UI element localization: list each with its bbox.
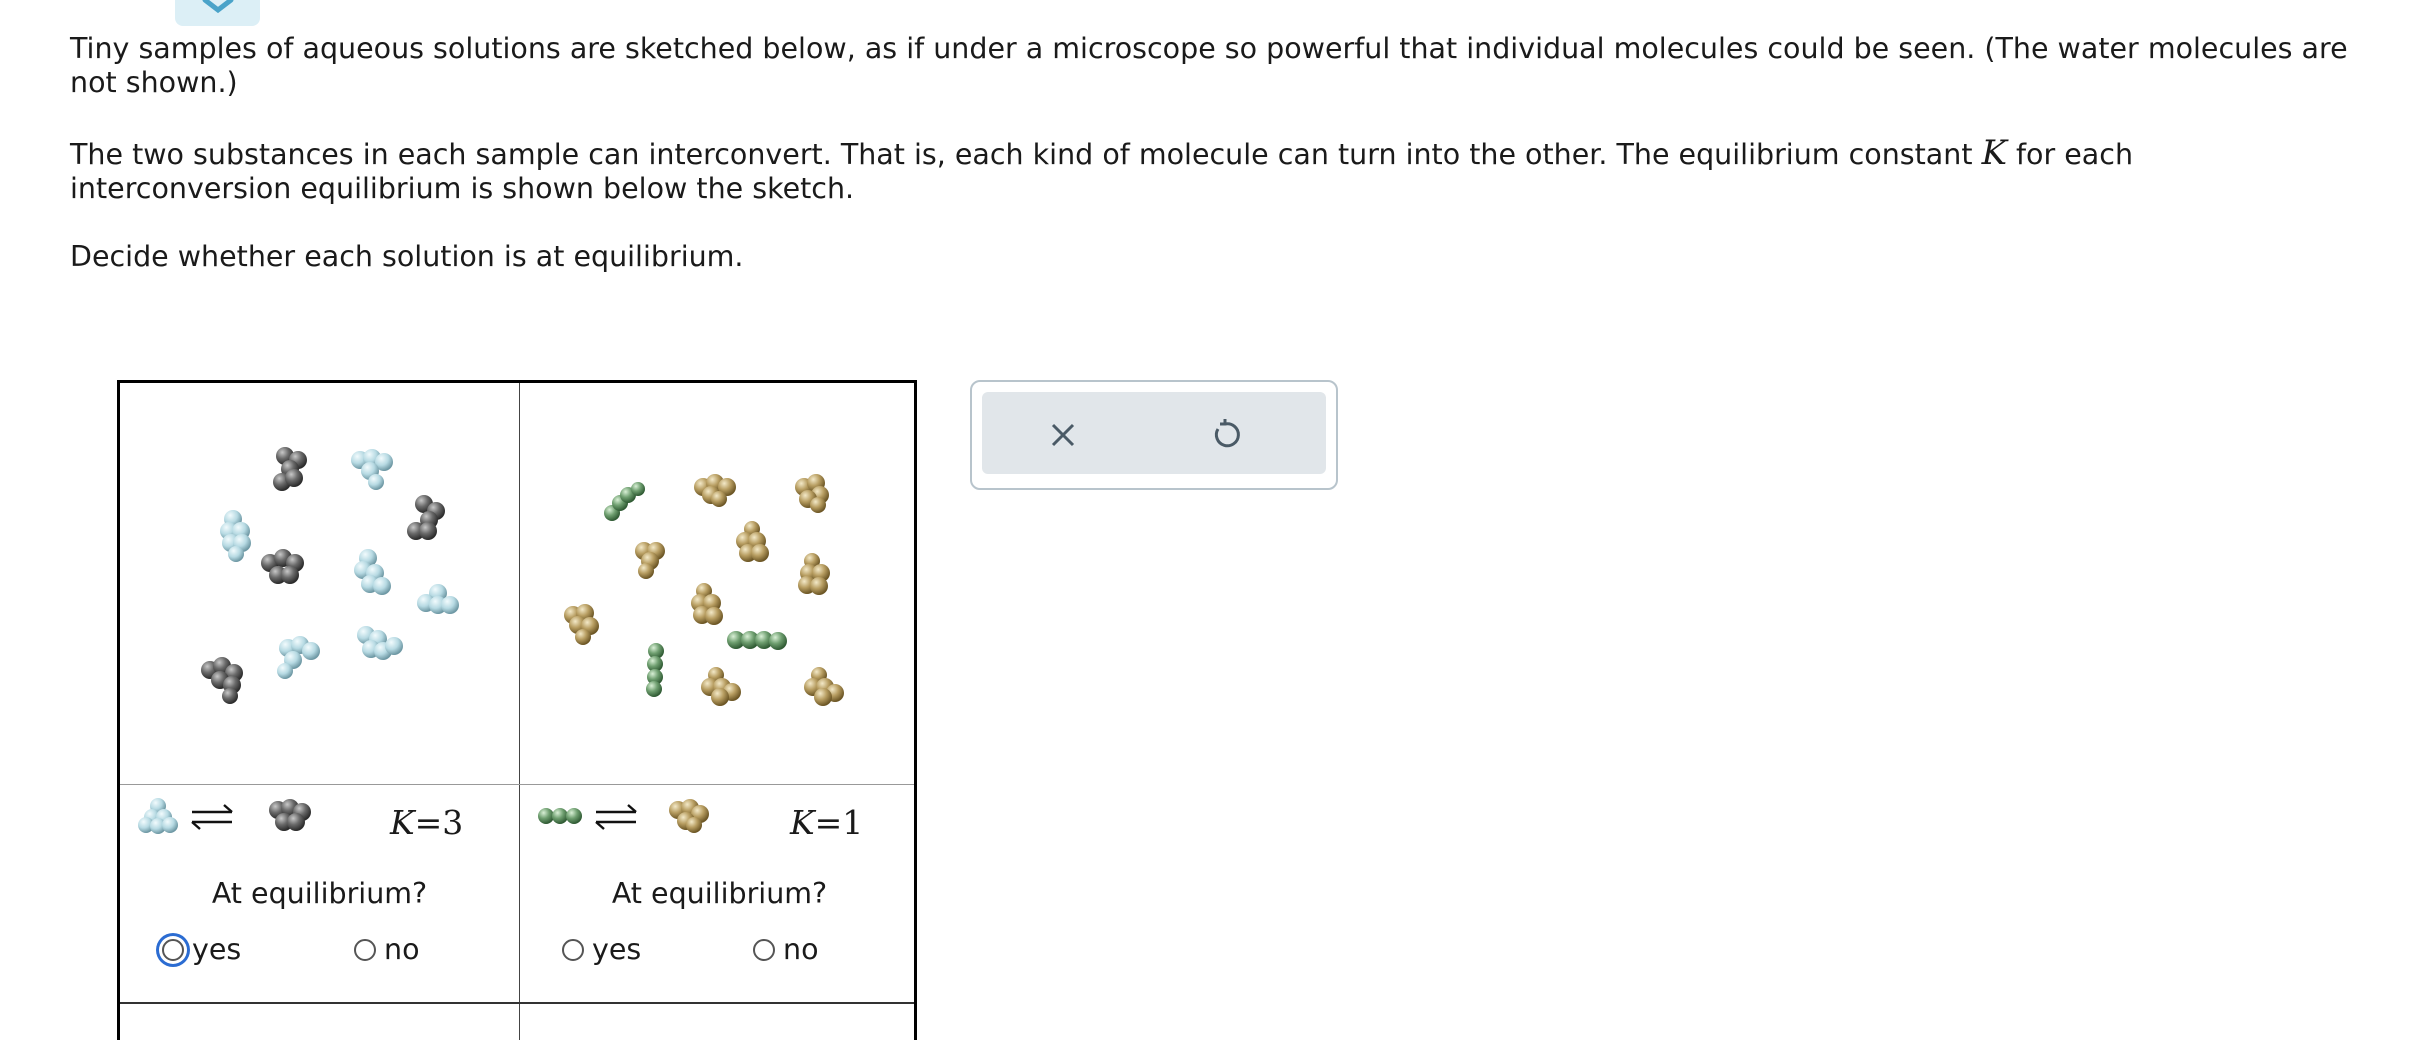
dark-molecule — [273, 447, 307, 491]
equilibrium-equation-2 — [520, 788, 919, 888]
tan-molecule — [691, 583, 723, 625]
molecule-sketch-2 — [520, 383, 919, 783]
reset-button[interactable] — [1200, 410, 1250, 460]
molecule-sketch-1 — [120, 383, 519, 783]
toolbar-panel — [982, 392, 1326, 474]
problem-table — [117, 380, 917, 1040]
option-no-1[interactable]: no — [354, 933, 420, 966]
light-molecule — [417, 584, 459, 614]
dark-molecule — [201, 657, 243, 704]
radio-yes-1[interactable] — [162, 939, 184, 961]
undo-icon — [1208, 418, 1242, 452]
dark-molecule — [407, 495, 445, 540]
k-value-2: K=1 — [790, 803, 864, 842]
dark-molecule-icon — [269, 799, 311, 831]
k-symbol: K — [1981, 133, 2007, 173]
sample-2 — [520, 383, 919, 1043]
answer-toolbar — [970, 380, 1338, 490]
option-yes-1[interactable]: yes — [162, 933, 241, 966]
option-yes-2[interactable]: yes — [562, 933, 641, 966]
intro-paragraph-1: Tiny samples of aqueous solutions are sketched below, as if under a microscope so powerful that individual molecules could be seen. (The water molecules are not shown.) — [70, 32, 2348, 99]
radio-no-2[interactable] — [753, 939, 775, 961]
tan-molecule — [736, 521, 769, 562]
tan-molecule — [795, 474, 829, 513]
tan-molecule — [635, 542, 665, 579]
light-molecule — [354, 549, 391, 595]
equilibrium-equation-1 — [120, 788, 519, 888]
tan-molecule — [694, 474, 736, 507]
intro-paragraph-3: Decide whether each solution is at equilibrium. — [70, 240, 744, 273]
equilibrium-arrow-icon — [596, 805, 636, 829]
light-molecule — [220, 510, 251, 562]
radio-yes-2[interactable] — [562, 939, 584, 961]
close-icon — [1047, 419, 1079, 451]
collapse-tab[interactable] — [175, 0, 260, 26]
light-molecule — [277, 636, 320, 679]
light-molecule-icon — [138, 798, 178, 834]
equilibrium-question-2: At equilibrium? — [611, 877, 828, 910]
light-molecule — [357, 626, 403, 660]
green-molecule — [646, 643, 664, 697]
green-molecule — [604, 482, 645, 521]
k-value-1: K=3 — [390, 803, 464, 842]
radio-no-1[interactable] — [354, 939, 376, 961]
green-molecule-icon — [538, 808, 582, 824]
intro-paragraph-2: The two substances in each sample can interconvert. That is, each kind of molecule can turn into the other. The equilibrium constant K for each interconversion equilibrium is shown below the sketch. — [70, 133, 2134, 205]
dark-molecule — [261, 549, 304, 584]
chevron-down-icon — [201, 0, 235, 16]
sample-1 — [120, 383, 519, 1043]
tan-molecule-icon — [669, 799, 709, 833]
green-molecule — [727, 631, 787, 650]
light-molecule — [351, 449, 393, 490]
equilibrium-question-1: At equilibrium? — [211, 877, 428, 910]
tan-molecule — [804, 667, 844, 706]
tan-molecule — [701, 667, 741, 706]
tan-molecule — [564, 604, 599, 645]
equilibrium-arrow-icon — [192, 805, 232, 829]
clear-button[interactable] — [1038, 410, 1088, 460]
option-no-2[interactable]: no — [753, 933, 819, 966]
tan-molecule — [798, 553, 830, 595]
